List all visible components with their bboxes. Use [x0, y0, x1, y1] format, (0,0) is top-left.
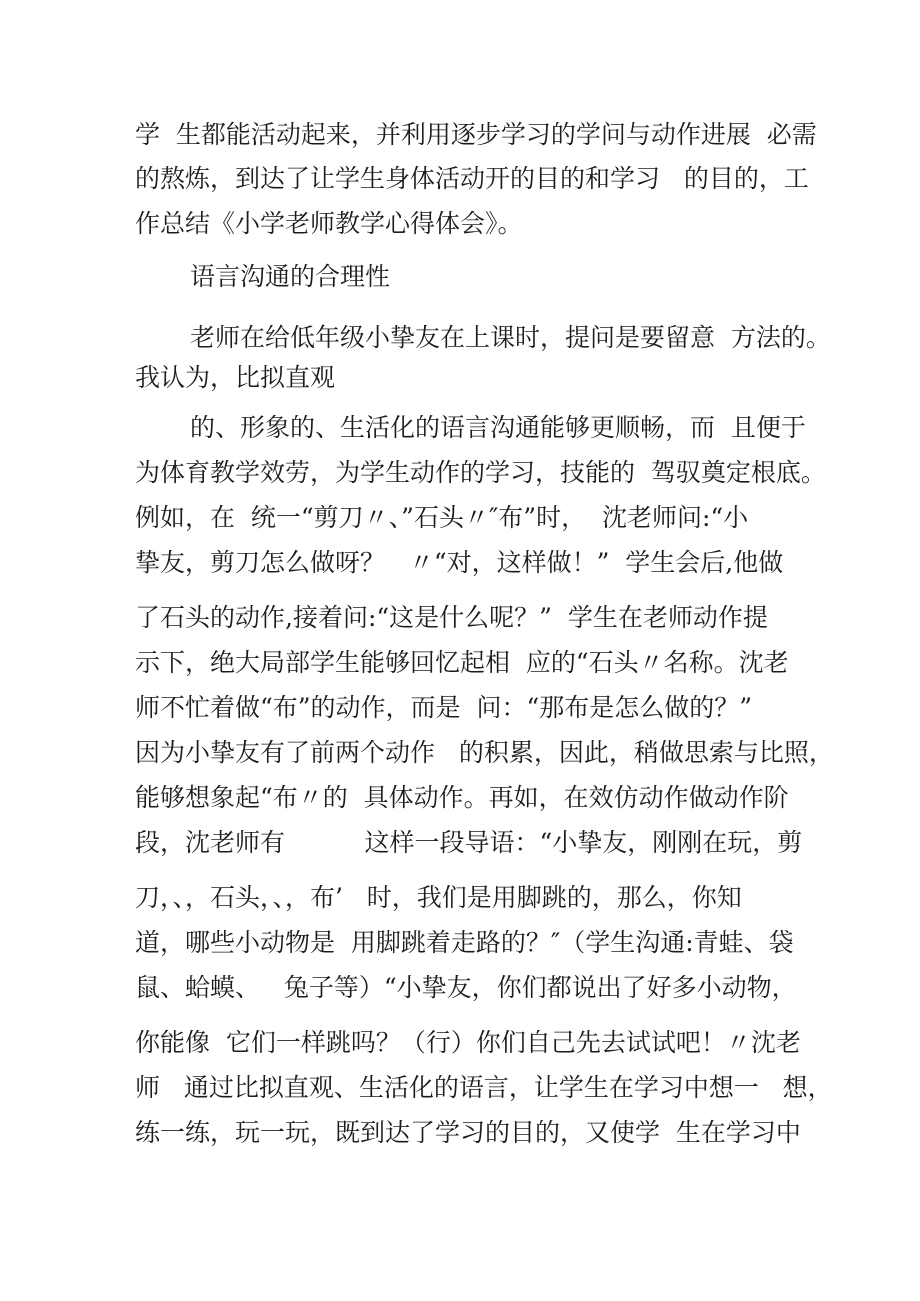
text-line: 师 通过比拟直观、生活化的语言，让学生在学习中想一 想，	[135, 1073, 833, 1102]
text-line: 的熬炼，到达了让学生身体活动开的目的和学习 的目的，工	[135, 164, 809, 193]
text-line: 鼠、蛤蟆、 兔子等）“小挚友，你们都说出了好多小动物，	[135, 973, 797, 1002]
text-line: 因为小挚友有了前两个动作 的积累，因此，稍做思索与比照，	[135, 738, 834, 767]
text-line: 示下，绝大局部学生能够回忆起相 应的“石头〃名称。沈老	[135, 648, 789, 677]
text-line: 练一练，玩一玩，既到达了学习的目的，又使学 生在学习中	[135, 1118, 801, 1147]
text-line: 学 生都能活动起来，并利用逐步学习的学问与动作进展 必需	[135, 120, 817, 149]
text-line: 道，哪些小动物是 用脚跳着走路的？″（学生沟通:青蛙、袋	[135, 928, 794, 957]
text-line: 了石头的动作,接着问:“这是什么呢？” 学生在老师动作提	[135, 603, 768, 632]
text-line: 例如，在 统一“剪刀〃、”石头〃″布”时， 沈老师问:“小	[135, 503, 749, 532]
text-line: 作总结《小学老师教学心得体会》。	[135, 209, 523, 238]
text-line: 老师在给低年级小挚友在上课时，提问是要留意 方法的。	[190, 323, 831, 352]
text-line: 刀，、，石头，、，布’ 时，我们是用脚跳的，那么，你知	[135, 883, 742, 912]
text-line: 段，沈老师有 这样一段导语：“小挚友，刚刚在玩，剪	[135, 828, 803, 857]
text-line: 为体育教学效劳，为学生动作的学习，技能的 驾驭奠定根底。	[135, 458, 826, 487]
text-line: 挚友，剪刀怎么做呀？ 〃“对，这样做！” 学生会后,他做	[135, 548, 784, 577]
text-line: 师不忙着做“布”的动作，而是 问：“那布是怎么做的？”	[135, 693, 753, 722]
text-line: 我认为，比拟直观	[135, 363, 336, 392]
section-heading: 语言沟通的合理性	[190, 262, 391, 291]
text-line: 你能像 它们一样跳吗？（行）你们自己先去试试吧！〃沈老	[135, 1028, 801, 1057]
text-line: 能够想象起“布〃的 具体动作。再如，在效仿动作做动作阶	[135, 783, 789, 812]
text-line: 的、形象的、生活化的语言沟通能够更顺畅，而 且便于	[190, 413, 806, 442]
